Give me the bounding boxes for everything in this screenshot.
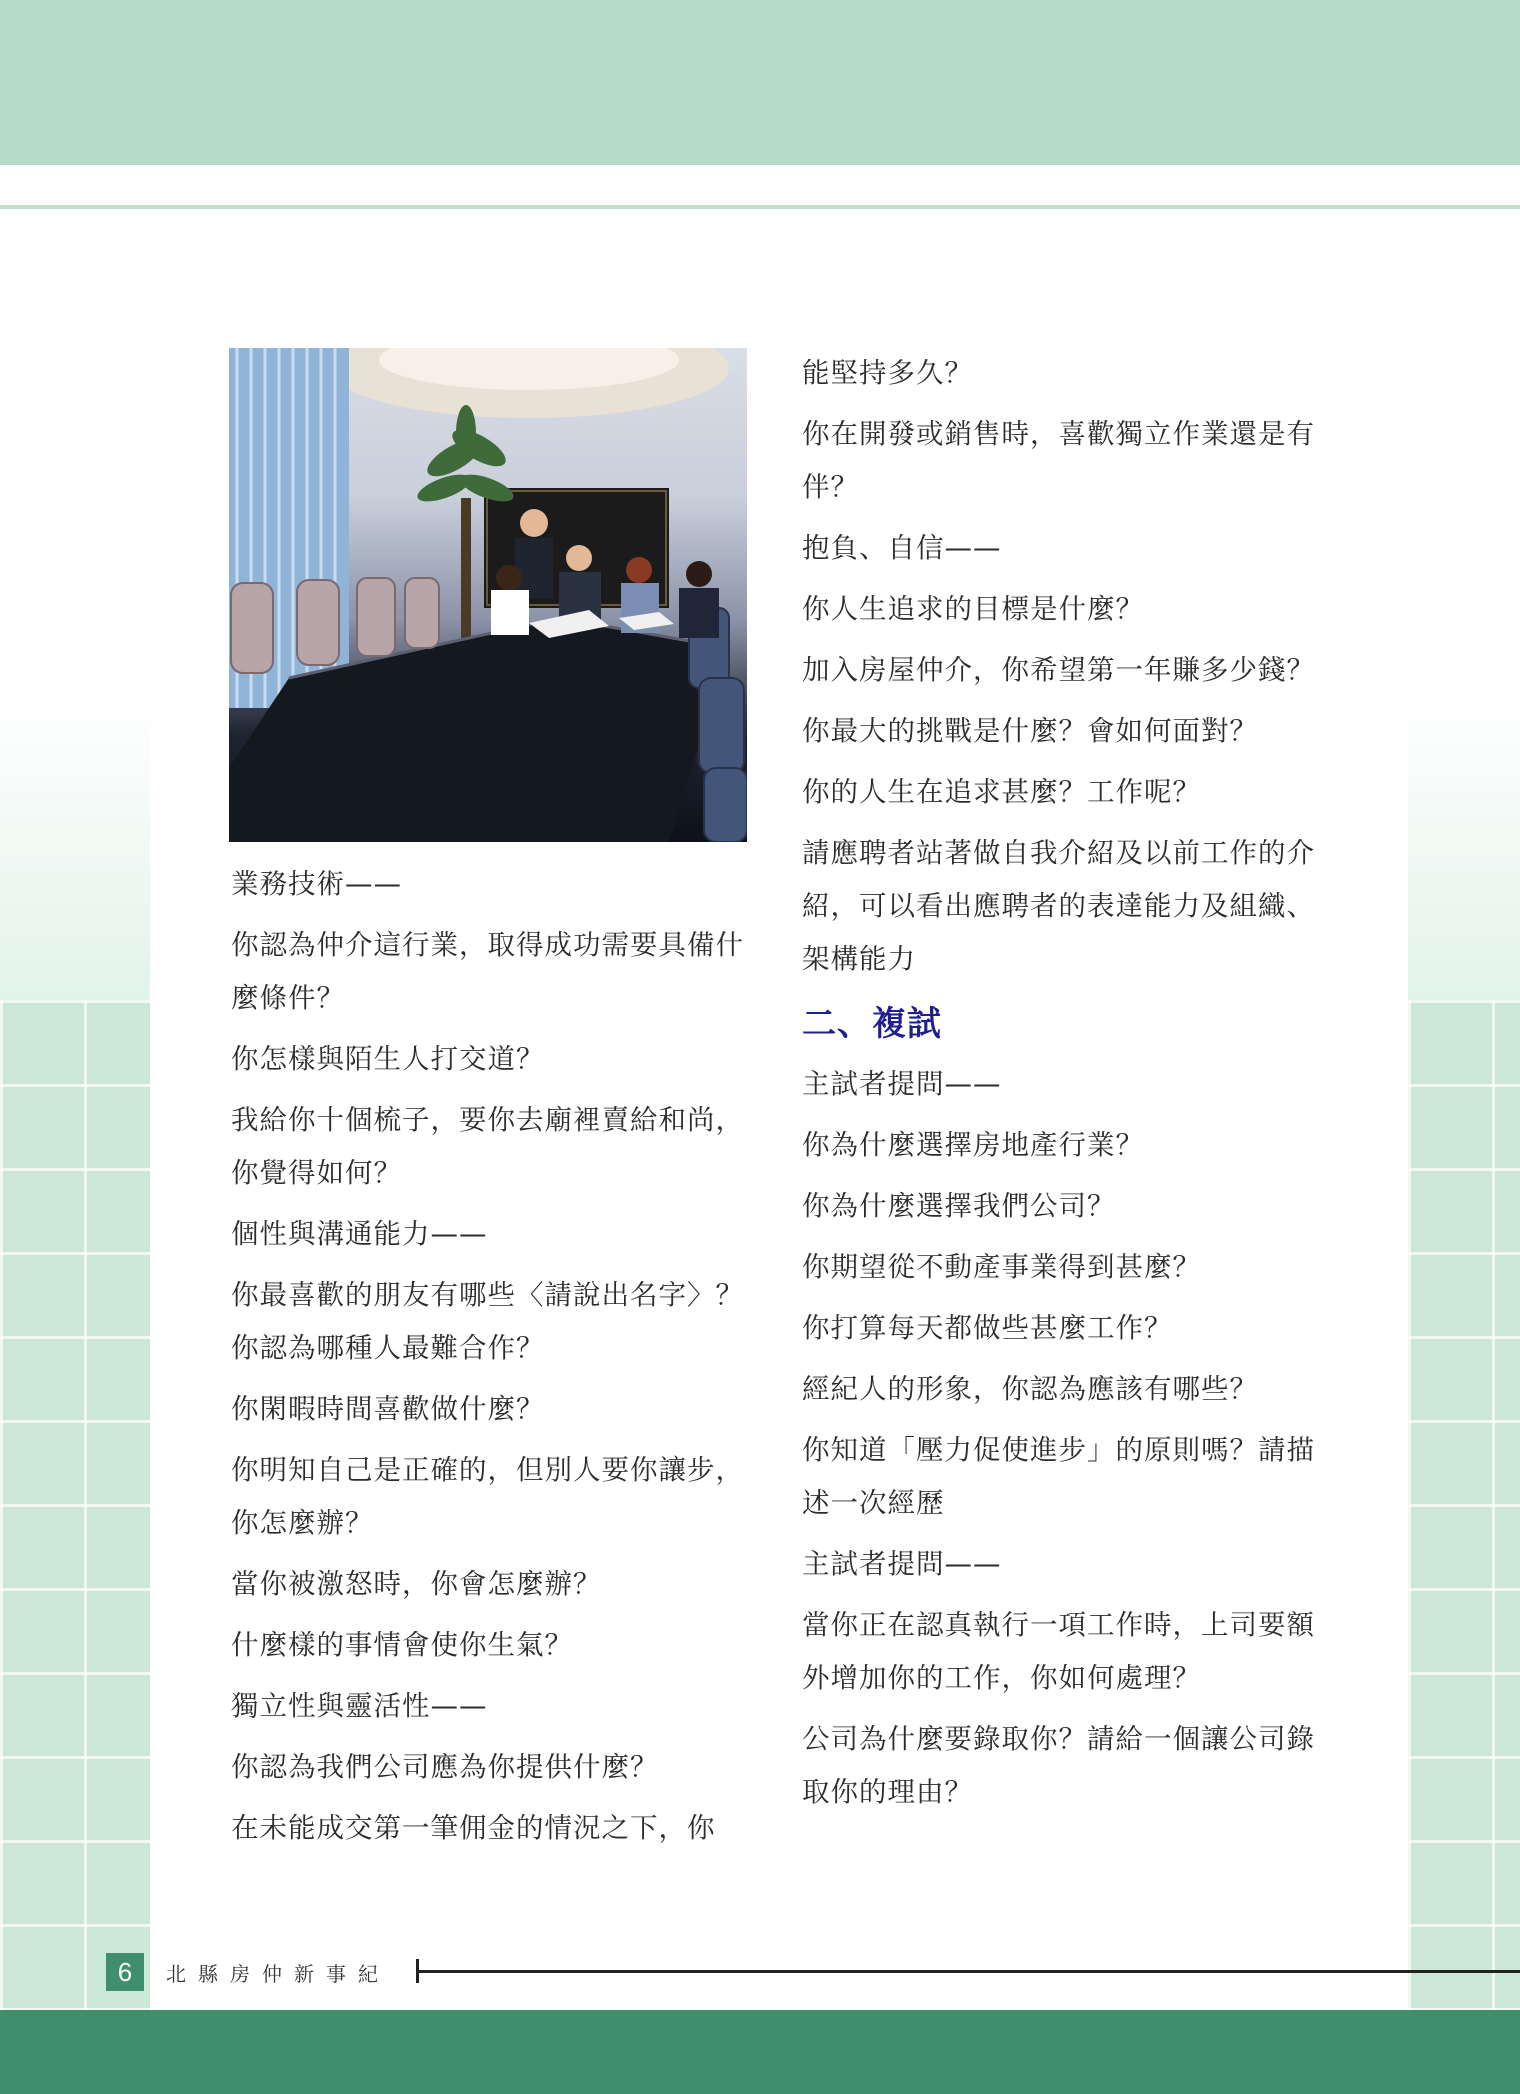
left-line-2: 你認為仲介這行業，取得成功需要具備什麼條件？ (231, 929, 744, 1014)
right-line-14: 經紀人的形象，你認為應該有哪些？ (802, 1373, 1258, 1405)
right-text-column (802, 347, 1332, 1827)
left-line-8: 你明知自己是正確的，但別人要你讓步，你怎麼辦？ (231, 1454, 744, 1539)
right-line-9: 主試者提問—— (802, 1068, 1002, 1100)
left-line-11: 獨立性與靈活性—— (231, 1690, 488, 1722)
right-line-18: 公司為什麼要錄取你？請給一個讓公司錄取你的理由？ (802, 1723, 1315, 1808)
right-line-3: 抱負、自信—— (802, 532, 1002, 564)
meeting-room-illustration (229, 348, 747, 842)
right-line-4: 你人生追求的目標是什麼？ (802, 593, 1144, 625)
left-line-7: 你閑暇時間喜歡做什麼？ (231, 1393, 545, 1425)
footer-rule (418, 1970, 1520, 1973)
top-divider-line (0, 205, 1520, 209)
page-number: 6 (106, 1953, 144, 1991)
right-line-8: 請應聘者站著做自我介紹及以前工作的介紹，可以看出應聘者的表達能力及組織、架構能力 (802, 837, 1315, 975)
left-line-3: 你怎樣與陌生人打交道？ (231, 1043, 545, 1075)
right-line-1: 能堅持多久？ (802, 357, 973, 389)
meeting-room-photo (229, 348, 747, 842)
right-line-16: 主試者提問—— (802, 1548, 1002, 1580)
left-line-5: 個性與溝通能力—— (231, 1218, 488, 1250)
right-line-2: 你在開發或銷售時，喜歡獨立作業還是有伴？ (802, 418, 1315, 503)
right-line-10: 你為什麼選擇房地產行業？ (802, 1129, 1144, 1161)
right-line-12: 你期望從不動產事業得到甚麼？ (802, 1251, 1201, 1283)
left-text-column (231, 858, 751, 1863)
section-heading: 二、複試 (802, 1004, 942, 1044)
publication-title: 北縣房仲新事紀 (166, 1962, 390, 1986)
right-line-13: 你打算每天都做些甚麼工作？ (802, 1312, 1173, 1344)
right-line-15: 你知道「壓力促使進步」的原則嗎？請描述一次經歷 (802, 1434, 1315, 1519)
bottom-decorative-band (0, 2010, 1520, 2094)
right-line-7: 你的人生在追求甚麼？工作呢？ (802, 776, 1201, 808)
left-line-13: 在未能成交第一筆佣金的情況之下，你 (231, 1812, 716, 1844)
right-line-5: 加入房屋仲介，你希望第一年賺多少錢？ (802, 654, 1315, 686)
right-grid-decoration (1408, 1000, 1520, 2010)
left-line-4: 我給你十個梳子，要你去廟裡賣給和尚，你覺得如何？ (231, 1104, 744, 1189)
left-line-1: 業務技術—— (231, 868, 402, 900)
right-line-17: 當你正在認真執行一項工作時，上司要額外增加你的工作，你如何處理？ (802, 1609, 1315, 1694)
left-line-9: 當你被激怒時，你會怎麼辦？ (231, 1568, 602, 1600)
top-decorative-band (0, 0, 1520, 165)
right-line-6: 你最大的挑戰是什麼？會如何面對？ (802, 715, 1258, 747)
right-line-11: 你為什麼選擇我們公司？ (802, 1190, 1116, 1222)
left-grid-decoration (0, 1000, 150, 2010)
left-line-6: 你最喜歡的朋友有哪些〈請說出名字〉？你認為哪種人最難合作？ (231, 1279, 744, 1364)
left-line-12: 你認為我們公司應為你提供什麼？ (231, 1751, 659, 1783)
left-line-10: 什麼樣的事情會使你生氣？ (231, 1629, 573, 1661)
